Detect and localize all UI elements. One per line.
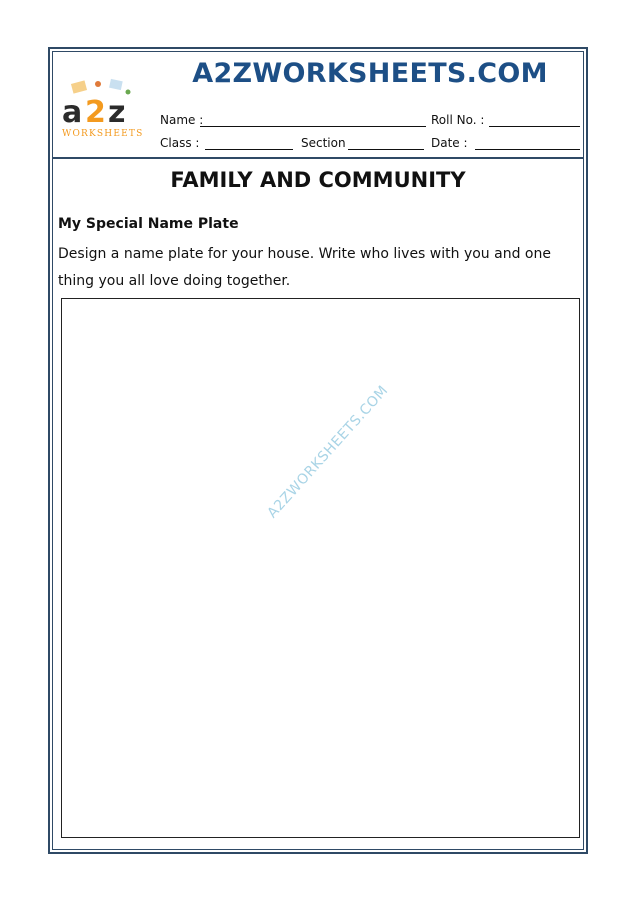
roll-no-label: Roll No. : xyxy=(431,113,485,127)
svg-text:2: 2 xyxy=(85,95,106,130)
date-label: Date : xyxy=(431,136,468,150)
drawing-area[interactable] xyxy=(61,298,580,838)
name-label: Name : xyxy=(160,113,204,127)
logo-graphic xyxy=(58,78,144,140)
section-label: Section xyxy=(301,136,346,150)
name-field[interactable] xyxy=(200,113,426,127)
watermark: A2ZWORKSHEETS.COM xyxy=(264,382,392,522)
date-field[interactable] xyxy=(475,136,580,150)
svg-text:z: z xyxy=(108,95,126,130)
activity-instruction: Design a name plate for your house. Write who lives with you and one thing you all love doing together. xyxy=(58,246,551,289)
class-field[interactable] xyxy=(205,136,293,150)
class-label: Class : xyxy=(160,136,200,150)
header-divider xyxy=(52,157,584,159)
svg-text:a: a xyxy=(62,95,83,130)
logo-subtext: WORKSHEETS xyxy=(62,129,144,139)
site-title: A2ZWORKSHEETS.COM xyxy=(192,58,548,89)
section-field[interactable] xyxy=(348,136,424,150)
roll-no-field[interactable] xyxy=(489,113,580,127)
worksheet-title: FAMILY AND COMMUNITY xyxy=(170,168,466,192)
activity-heading: My Special Name Plate xyxy=(58,216,239,232)
a2z-logo xyxy=(58,78,144,140)
